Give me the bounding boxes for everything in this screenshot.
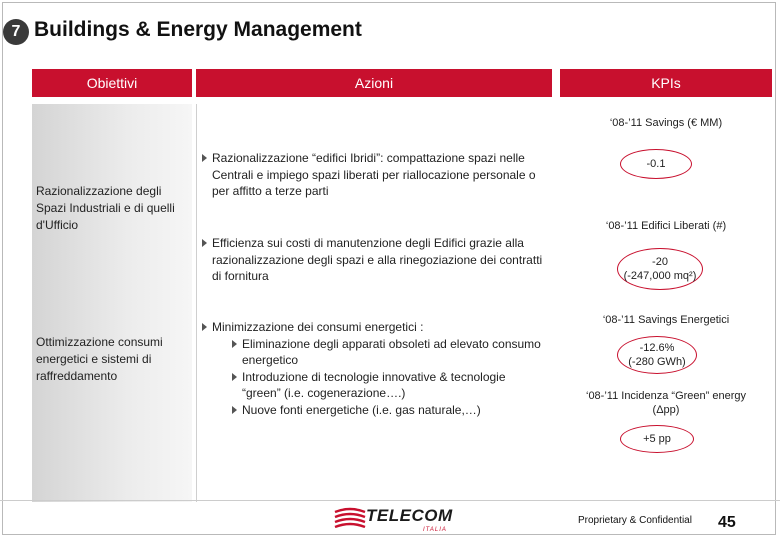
kpi-label-edifici: ‘08-’11 Edifici Liberati (#): [605, 220, 727, 232]
footer-divider: [0, 500, 780, 501]
sub-bullet: [202, 402, 547, 419]
bullet-arrow-icon: [202, 154, 207, 162]
bullet-arrow-icon: [232, 373, 237, 381]
obiettivo-energia: Ottimizzazione consumi energetici e sistemi di raffreddamento: [36, 335, 163, 383]
kpi-value: -0.1: [646, 158, 666, 170]
azione-text: Efficienza sui costi di manutenzione degli Edifici grazie alla razionalizzazione degli spazi e alla rinegoziazione dei contratti di fornitura: [212, 236, 543, 283]
kpi-value-green: [620, 425, 694, 453]
header-obiettivi: Obiettivi: [32, 69, 192, 97]
sub-bullet-text: Nuove fonti energetiche (i.e. gas naturale,…): [242, 402, 481, 417]
bullet-arrow-icon: [202, 239, 207, 247]
page-number: 45: [718, 514, 736, 531]
kpi-label-green-unit: (Δpp): [652, 404, 680, 416]
bullet-arrow-icon: [202, 323, 207, 331]
kpi-value-detail: (-280 GWh): [628, 356, 686, 368]
bullet-arrow-icon: [232, 340, 237, 348]
confidential-note: Proprietary & Confidential: [578, 515, 692, 526]
kpi-label-green: ‘08-’11 Incidenza “Green” energy: [586, 390, 746, 402]
telecom-logo-icon: [333, 506, 367, 528]
kpi-value: -12.6%: [639, 342, 675, 354]
azione-manutenzione: [202, 235, 547, 285]
kpi-value: -20: [652, 256, 668, 268]
section-number-badge: 7: [3, 19, 29, 45]
kpi-value-edifici: [617, 248, 703, 290]
telecom-logo-subtext: ITALIA: [423, 527, 447, 533]
telecom-logo-text: TELECOM: [366, 506, 453, 525]
sub-bullet: [202, 336, 547, 369]
kpi-value-detail: (-247,000 mq²): [623, 270, 697, 282]
obiettivo-spazi: Razionalizzazione degli Spazi Industriali e di quelli d'Ufficio: [36, 184, 175, 232]
kpi-label-energetici: ‘08-’11 Savings Energetici: [602, 314, 730, 326]
column-divider: [196, 104, 197, 502]
sub-bullet: [202, 369, 547, 402]
azione-consumi: [202, 319, 547, 418]
header-azioni: Azioni: [196, 69, 552, 97]
bullet-arrow-icon: [232, 406, 237, 414]
azione-text: Minimizzazione dei consumi energetici :: [212, 320, 424, 334]
azione-text: Razionalizzazione “edifici Ibridi”: compattazione spazi nelle Centrali e impiego spazi liberati per riallocazione personale o per affitto a terze parti: [212, 151, 536, 198]
azione-edifici-ibridi: [202, 150, 547, 200]
sub-bullet-text: Introduzione di tecnologie innovative & tecnologie “green” (i.e. cogenerazione….): [242, 369, 506, 400]
kpi-value: +5 pp: [643, 433, 671, 445]
kpi-value-savings: [620, 149, 692, 179]
kpi-value-energetici: [617, 336, 697, 374]
kpi-label-savings: ‘08-’11 Savings (€ MM): [609, 117, 723, 129]
header-kpis: KPIs: [560, 69, 772, 97]
page-title: Buildings & Energy Management: [34, 18, 362, 41]
obiettivi-panel: [32, 104, 192, 502]
sub-bullet-text: Eliminazione degli apparati obsoleti ad elevato consumo energetico: [242, 336, 541, 367]
